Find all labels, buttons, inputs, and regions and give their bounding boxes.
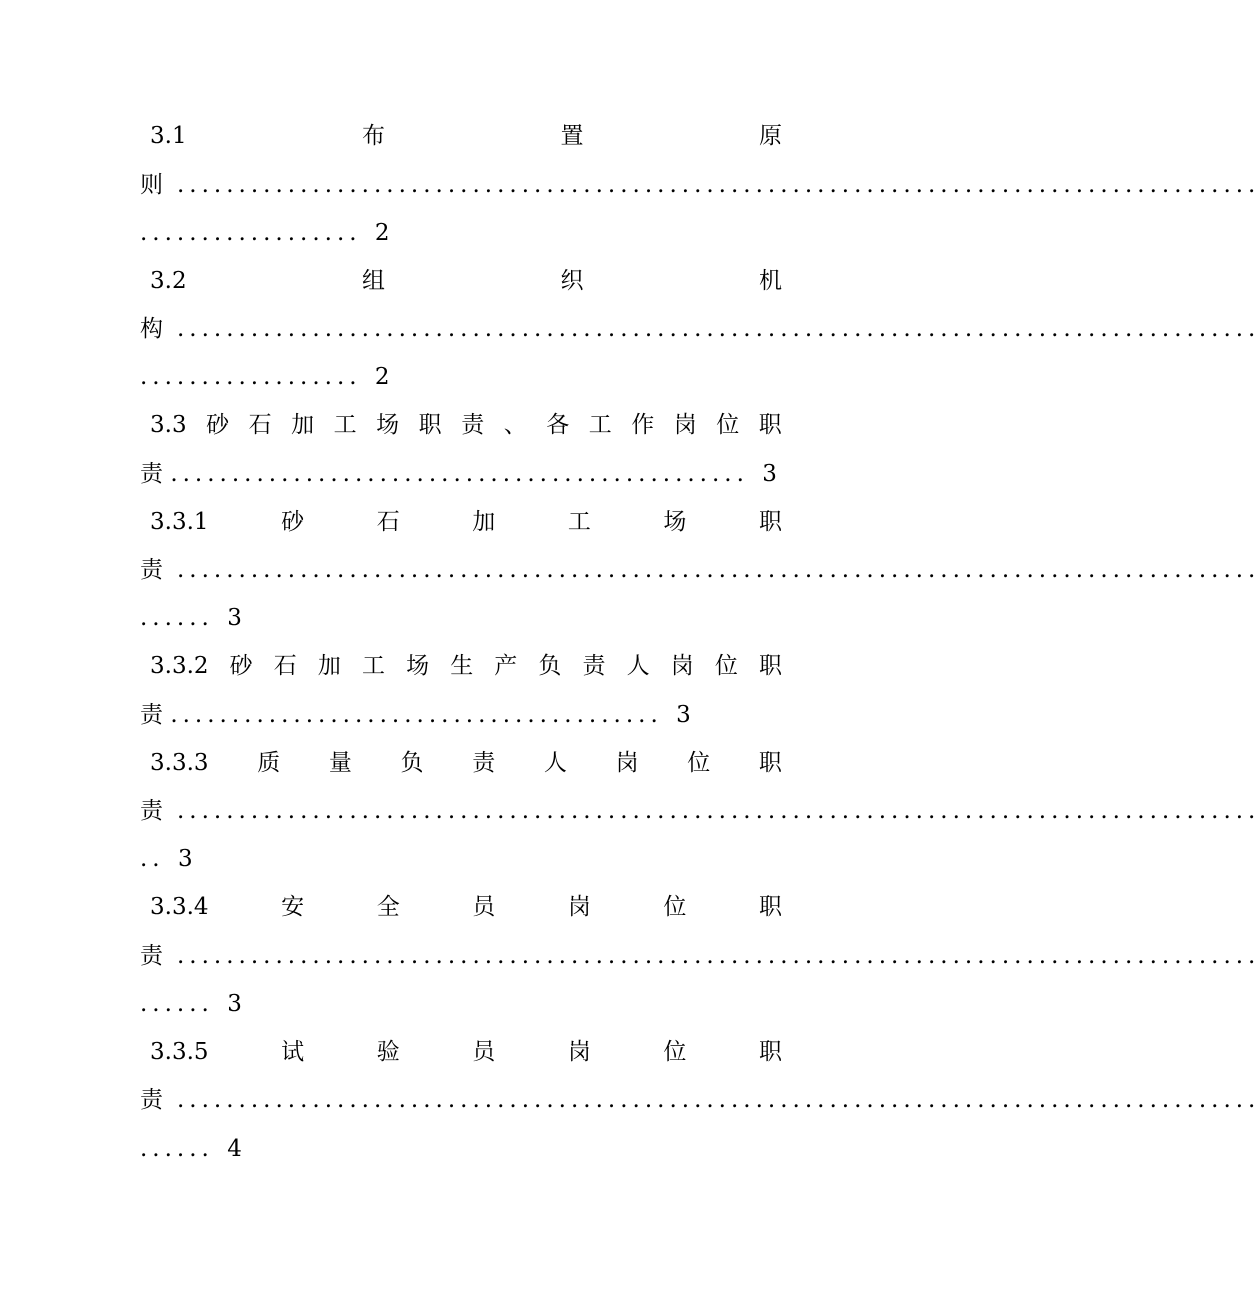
page-number: 3	[227, 991, 242, 1017]
section-number: 3.3.2	[150, 653, 209, 679]
toc-entry-3-2-heading[interactable]: 3.2 组 织 机	[150, 264, 782, 298]
toc-entry-3-3-5-leader[interactable]: 责 ........................................................................................	[140, 1083, 782, 1117]
dot-leader: ........................................................................................	[177, 172, 1260, 198]
toc-entry-3-3-2-heading[interactable]: 3.3.2 砂 石 加 工 场 生 产 负 责 人 岗 位 职	[150, 649, 782, 683]
dot-leader: ........................................................................................	[177, 1087, 1260, 1113]
page-number: 3	[227, 605, 242, 631]
dot-leader: ........................................................................................	[177, 316, 1260, 342]
dot-leader: ........................................................................................	[177, 557, 1260, 583]
toc-entry-3-1-leader[interactable]: 则 ........................................................................................	[140, 168, 782, 202]
section-number: 3.1	[150, 123, 187, 149]
page-number: 3	[676, 702, 691, 728]
toc-entry-3-3-4-page-line[interactable]	[140, 987, 782, 1021]
dot-leader: ..................	[140, 364, 362, 390]
toc-entry-3-2-page-line[interactable]	[140, 360, 782, 394]
section-number: 3.3.3	[150, 750, 209, 776]
toc-entry-3-1-heading[interactable]: 3.1 布 置 原	[150, 119, 782, 153]
dot-leader: ......	[140, 991, 214, 1017]
dot-leader: ..	[140, 846, 165, 872]
dot-leader: ........................................................................................	[177, 943, 1260, 969]
page-number: 3	[177, 846, 193, 872]
section-number: 3.3.5	[150, 1039, 209, 1065]
toc-entry-3-2-leader[interactable]: 构 ........................................................................................	[140, 312, 782, 346]
toc-entry-3-3-1-heading[interactable]: 3.3.1 砂 石 加 工 场 职	[150, 505, 782, 539]
section-number: 3.2	[150, 268, 187, 294]
dot-leader: ......	[140, 1136, 214, 1162]
toc-entry-3-3-1-page-line[interactable]	[140, 601, 782, 635]
section-number: 3.3.4	[150, 894, 209, 920]
dot-leader: ...............................................	[170, 461, 749, 487]
toc-entry-3-1-page-line[interactable]	[140, 216, 782, 250]
page-number: 3	[762, 461, 777, 487]
toc-entry-3-3-1-leader[interactable]: 责 ........................................................................................	[140, 553, 782, 587]
toc-entry-3-3-heading[interactable]: 3.3 砂 石 加 工 场 职 责 、 各 工 作 岗 位 职	[150, 408, 782, 442]
dot-leader: ..................	[140, 220, 362, 246]
toc-entry-3-3-3-leader[interactable]: 责 ........................................................................................	[140, 794, 782, 828]
toc-entry-3-3-page-line[interactable]: 责 ............................................... 3	[140, 461, 777, 487]
toc-entry-3-3-3-heading[interactable]: 3.3.3 质 量 负 责 人 岗 位 职	[150, 746, 782, 780]
page-number: 2	[374, 364, 390, 390]
toc-entry-3-3-2-page-line[interactable]: 责 ........................................ 3	[140, 702, 691, 728]
dot-leader: ........................................	[170, 702, 663, 728]
page-number: 2	[374, 220, 390, 246]
toc-entry-3-3-3-page-line[interactable]	[140, 842, 782, 876]
toc-entry-3-3-4-heading[interactable]: 3.3.4 安 全 员 岗 位 职	[150, 890, 782, 924]
dot-leader: ......	[140, 605, 214, 631]
toc-entry-3-3-5-heading[interactable]: 3.3.5 试 验 员 岗 位 职	[150, 1035, 782, 1069]
toc-entry-3-3-4-leader[interactable]: 责 ........................................................................................	[140, 939, 782, 973]
section-number: 3.3	[150, 412, 187, 438]
section-number: 3.3.1	[150, 509, 209, 535]
dot-leader: ........................................................................................	[177, 798, 1260, 824]
page-number: 4	[227, 1136, 242, 1162]
toc-entry-3-3-5-page-line[interactable]	[140, 1132, 782, 1166]
